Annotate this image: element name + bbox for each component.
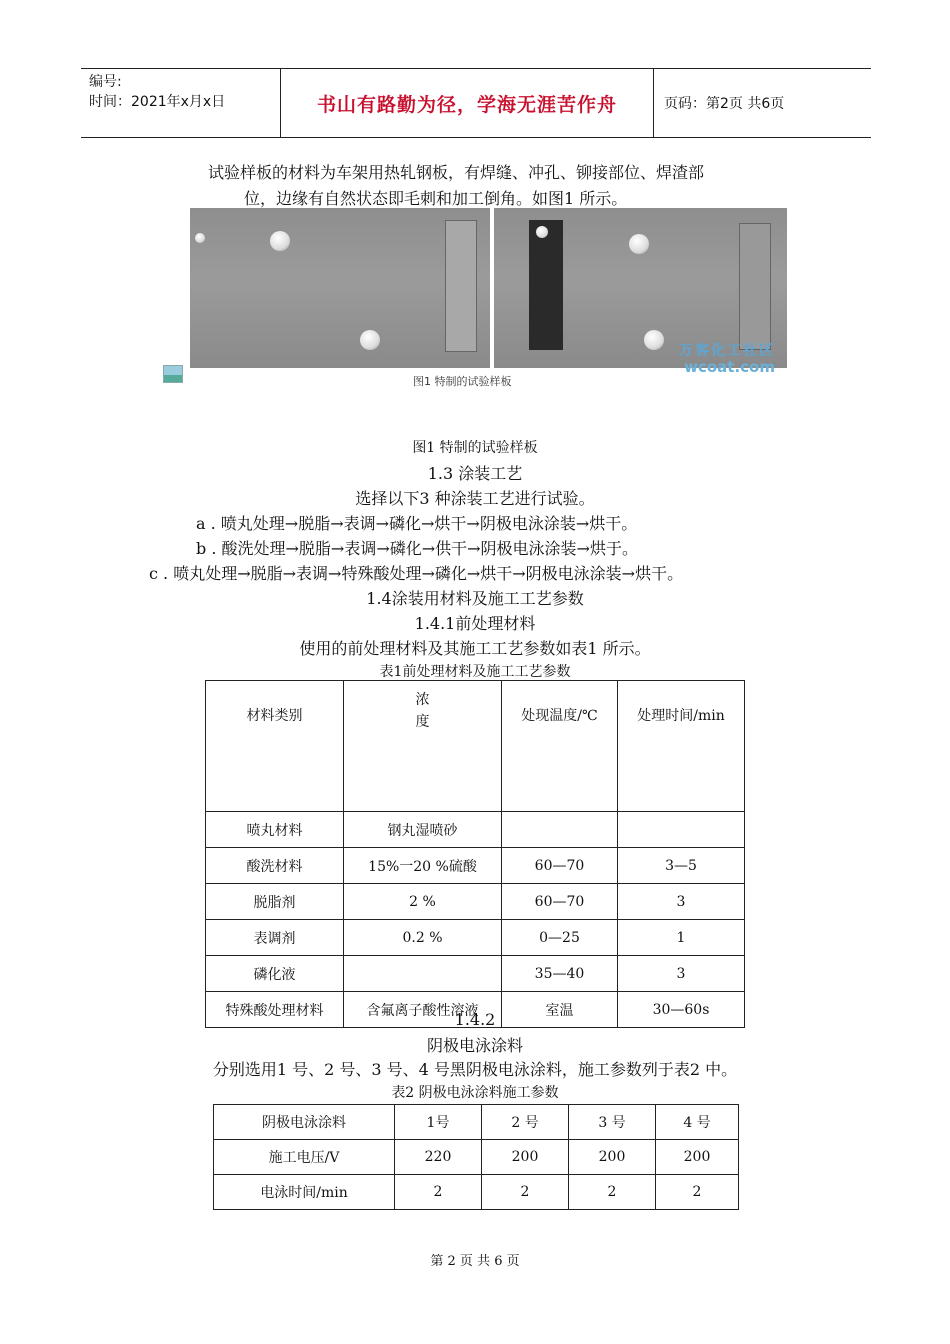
- table-cell: 喷丸材料: [206, 812, 344, 848]
- table-cell: 200: [656, 1140, 739, 1175]
- table-cell: 脱脂剂: [206, 884, 344, 920]
- header-motto: 书山有路勤为径，学海无涯苦作舟: [281, 69, 654, 137]
- table-cell: 200: [569, 1140, 656, 1175]
- section-1-4-2-title: 阴极电泳涂料: [426, 1036, 523, 1055]
- select-line: 选择以下3 种涂装工艺进行试验。: [355, 489, 595, 508]
- header-cell: 处现温度/℃: [502, 681, 618, 812]
- table-cell: 3: [618, 884, 745, 920]
- table-cell: 3 号: [569, 1105, 656, 1140]
- table2-intro: 分别选用1 号、2 号、3 号、4 号黑阴极电泳涂料，施工参数列于表2 中。: [212, 1060, 738, 1079]
- table-cell: [344, 956, 502, 992]
- header-cell: 处理时间/min: [618, 681, 745, 812]
- table-cell: 2 %: [344, 884, 502, 920]
- table-cell: 1号: [395, 1105, 482, 1140]
- table-cell: 35—40: [502, 956, 618, 992]
- section-1-4-heading: 1.4涂装用材料及施工工艺参数: [366, 589, 584, 608]
- table-cell: 2: [569, 1175, 656, 1210]
- figure-caption: 图1 特制的试验样板: [412, 440, 538, 456]
- process-a: a . 喷丸处理→脱脂→表调→磷化→烘干→阴极电泳涂装→烘干。: [196, 514, 638, 533]
- table-cell: 1: [618, 920, 745, 956]
- table-cell: 2: [395, 1175, 482, 1210]
- table-cell: 施工电压/V: [214, 1140, 395, 1175]
- table-cell: 60—70: [502, 848, 618, 884]
- image-placeholder-icon: [163, 365, 183, 383]
- table-row: [206, 956, 745, 992]
- table-cell: 室温: [502, 992, 618, 1028]
- header-cell: 材料类别: [206, 681, 344, 812]
- table-cell: 钢丸湿喷砂: [344, 812, 502, 848]
- table-cell: 2: [656, 1175, 739, 1210]
- table-cell: 磷化液: [206, 956, 344, 992]
- section-1-3-heading: 1.3 涂装工艺: [427, 464, 523, 483]
- electrocoat-table: [213, 1104, 739, 1210]
- table-cell: 特殊酸处理材料: [206, 992, 344, 1028]
- header-cell-part: 浓: [415, 692, 430, 708]
- table-cell: 3—5: [618, 848, 745, 884]
- table-row: [214, 1175, 739, 1210]
- table-row: [206, 884, 745, 920]
- table-cell: 2 号: [482, 1105, 569, 1140]
- table-cell: 220: [395, 1140, 482, 1175]
- figure-photo: [163, 208, 787, 388]
- table-cell: 30—60s: [618, 992, 745, 1028]
- table1-intro: 使用的前处理材料及其施工工艺参数如表1 所示。: [299, 639, 651, 658]
- intro-line-2: 位，边缘有自然状态即毛刺和加工倒角。如图1 所示。: [244, 189, 628, 208]
- table-cell: 15%一20 %硫酸: [344, 848, 502, 884]
- table-row: [214, 1105, 739, 1140]
- table-cell: 酸洗材料: [206, 848, 344, 884]
- table-cell: 4 号: [656, 1105, 739, 1140]
- sample-panel-left: [190, 208, 490, 368]
- table-cell: 电泳时间/min: [214, 1175, 395, 1210]
- table-cell: 2: [482, 1175, 569, 1210]
- watermark-cn: 万客化工社区: [679, 343, 775, 359]
- section-1-4-2-number: 1.4.2: [454, 1010, 496, 1029]
- table-cell: 表调剂: [206, 920, 344, 956]
- table-cell: [618, 812, 745, 848]
- table2-title: 表2 阴极电泳涂料施工参数: [391, 1085, 559, 1101]
- header-page-info: 页码：第2页 共6页: [664, 96, 785, 112]
- table-cell: 200: [482, 1140, 569, 1175]
- pretreatment-table: [205, 680, 745, 1028]
- header-meta: [81, 69, 281, 137]
- watermark-en: wcoat.com: [684, 358, 775, 376]
- table-row: [206, 848, 745, 884]
- time-label: 时间：2021年x月x日: [89, 94, 226, 110]
- process-c: c . 喷丸处理→脱脂→表调→特殊酸处理→磷化→烘干→阴极电泳涂装→烘干。: [149, 564, 684, 583]
- page-header: [81, 68, 871, 138]
- intro-line-1: 试验样板的材料为车架用热轧钢板，有焊缝、冲孔、铆接部位、焊渣部: [208, 163, 705, 182]
- figure-inner-caption: 图1 特制的试验样板: [413, 375, 512, 388]
- header-cell-part: 度: [415, 714, 430, 730]
- table1-title: 表1前处理材料及施工工艺参数: [379, 664, 571, 680]
- table-cell: [502, 812, 618, 848]
- table-header-row: [206, 681, 745, 812]
- table-row: [214, 1140, 739, 1175]
- section-1-4-1-heading: 1.4.1前处理材料: [414, 614, 536, 633]
- table-cell: 含氟离子酸性溶液: [344, 992, 502, 1028]
- table-row: [206, 920, 745, 956]
- code-label: 编号:: [89, 74, 122, 90]
- table-cell: 3: [618, 956, 745, 992]
- header-cell: [344, 681, 502, 812]
- page-footer: 第 2 页 共 6 页: [430, 1254, 520, 1269]
- table-cell: 阴极电泳涂料: [214, 1105, 395, 1140]
- process-b: b . 酸洗处理→脱脂→表调→磷化→供干→阴极电泳涂装→烘于。: [196, 539, 638, 558]
- table-cell: 0.2 %: [344, 920, 502, 956]
- table-row: [206, 812, 745, 848]
- table-cell: 60—70: [502, 884, 618, 920]
- table-cell: 0—25: [502, 920, 618, 956]
